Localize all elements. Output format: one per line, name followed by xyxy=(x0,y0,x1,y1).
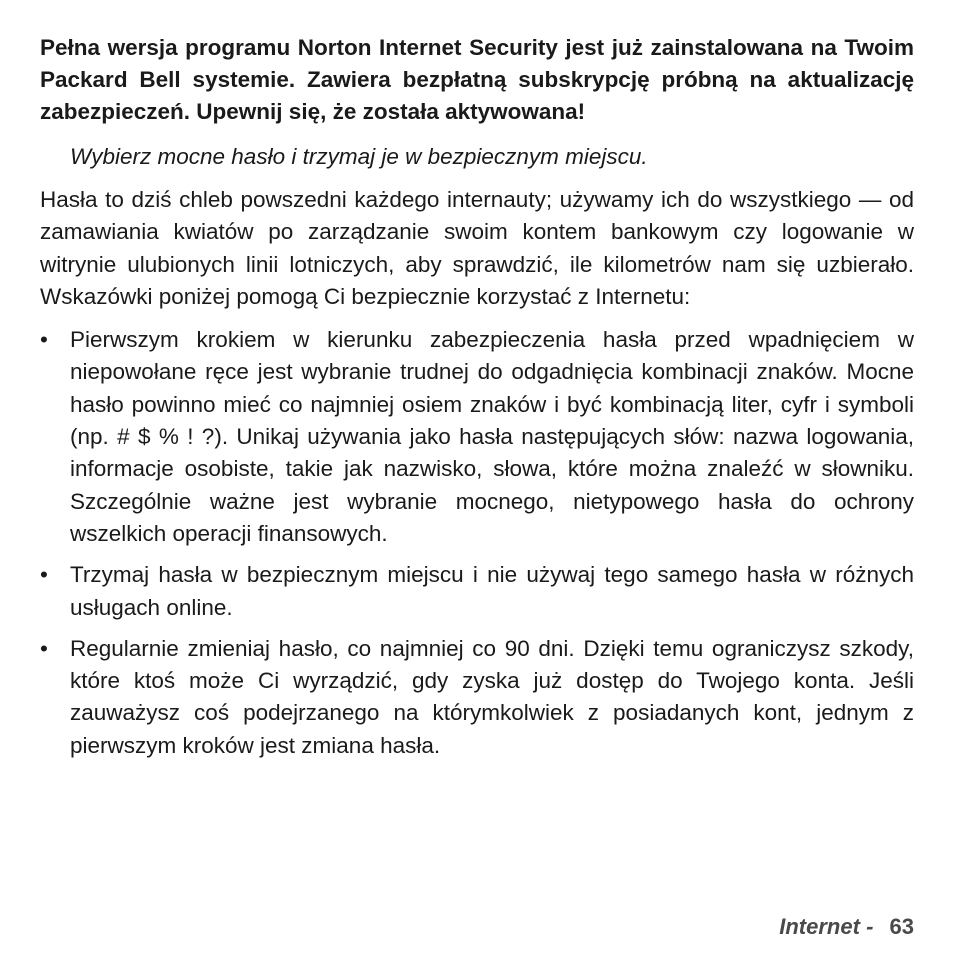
document-page xyxy=(40,32,914,771)
bullet-icon: • xyxy=(40,562,48,588)
bullet-icon: • xyxy=(40,635,48,661)
bullet-icon: • xyxy=(40,327,48,353)
list-item xyxy=(40,324,914,550)
list-item-text: Trzymaj hasła w bezpiecznym miejscu i nie używaj tego samego hasła w różnych usługach online. xyxy=(70,562,914,620)
tips-list xyxy=(40,324,914,762)
intro-paragraph: Pełna wersja programu Norton Internet Security jest już zainstalowana na Twoim Packard Bell systemie. Zawiera bezpłatną subskrypcję próbną na aktualizację zabezpieczeń. Upewnij się, że została aktywowana! xyxy=(40,35,914,124)
page-footer xyxy=(779,914,914,940)
list-item-text: Regularnie zmieniaj hasło, co najmniej co 90 dni. Dzięki temu ograniczysz szkody, które ktoś może Ci wyrządzić, gdy zyska już dostęp do Twojego konta. Jeśli zauważysz coś podejrzanego na którymkolwiek z posiadanych kont, jednym z pierwszym kroków jest zmiana hasła. xyxy=(70,635,914,758)
footer-section-name: Internet xyxy=(779,914,860,939)
footer-separator: - xyxy=(866,914,874,939)
page-number: 63 xyxy=(889,914,914,939)
list-item-text: Pierwszym krokiem w kierunku zabezpieczenia hasła przed wpadnięciem w niepowołane ręce jest wybranie trudnej do odgadnięcia kombinacji znaków. Mocne hasło powinno mieć co najmniej osiem znaków i być kombinacją liter, cyfr i symboli (np. # $ % ! ?). Unikaj używania jako hasła następujących słów: nazwa logowania, informacje osobiste, takie jak nazwisko, słowa, które można znaleźć w słowniku. Szczególnie ważne jest wybranie mocnego, nietypowego hasła do ochrony wszelkich operacji finansowych. xyxy=(70,327,914,546)
body-paragraph: Hasła to dziś chleb powszedni każdego internauty; używamy ich do wszystkiego — od zamawiania kwiatów po zarządzanie swoim kontem bankowym czy logowanie w witrynie ulubionych linii lotniczych, aby sprawdzić, ile kilometrów nam się uzbierało. Wskazówki poniżej pomogą Ci bezpiecznie korzystać z Internetu: xyxy=(40,187,914,309)
list-item xyxy=(40,633,914,762)
section-subheading: Wybierz mocne hasło i trzymaj je w bezpiecznym miejscu. xyxy=(70,144,648,169)
list-item xyxy=(40,559,914,624)
